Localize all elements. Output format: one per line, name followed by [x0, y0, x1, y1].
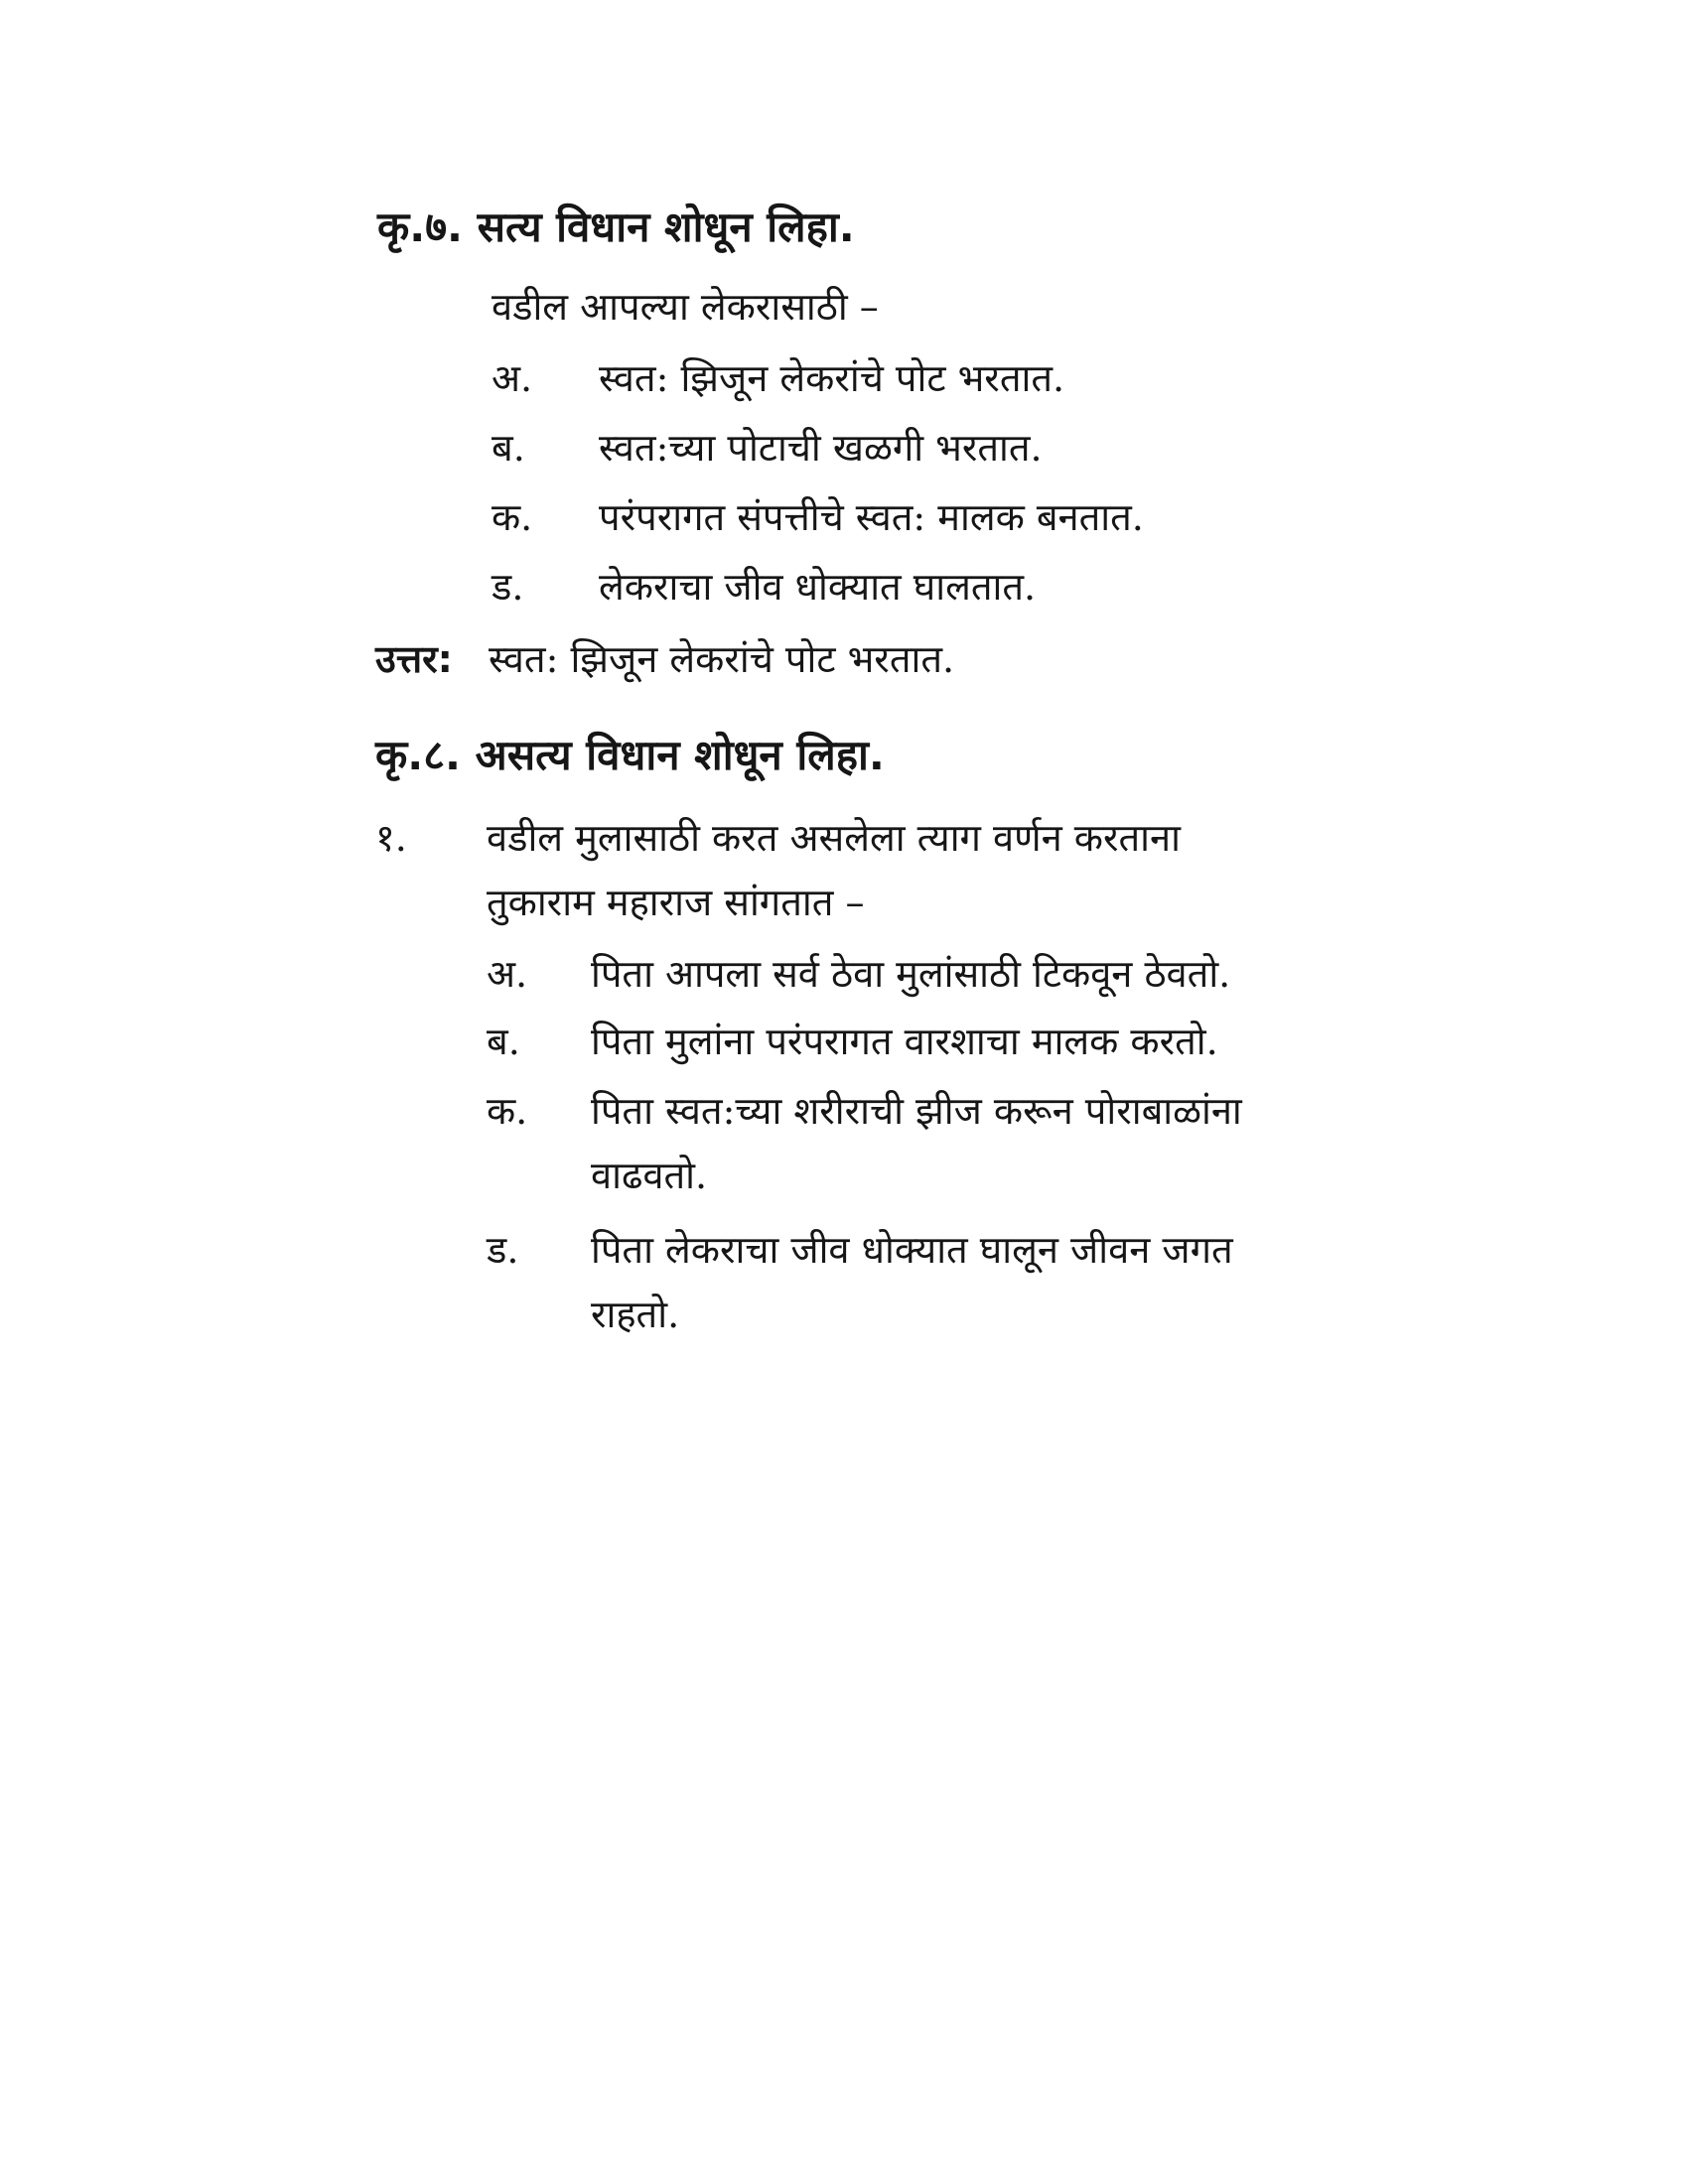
q8-option-b-text: पिता मुलांना परंपरागत वारशाचा मालक करतो. [591, 1020, 1218, 1063]
q8-option-d-text-line1: पिता लेकराचा जीव धोक्यात घालून जीवन जगत [591, 1228, 1233, 1272]
q7-answer-text: स्वत: झिजून लेकरांचे पोट भरतात. [489, 637, 955, 681]
q8-option-c-label: क. [487, 1089, 528, 1133]
q8-item-number: १. [375, 816, 407, 860]
q7-option-d-label: ड. [492, 565, 524, 609]
q8-option-c-text-line1: पिता स्वत:च्या शरीराची झीज करून पोराबाळांना [591, 1089, 1242, 1133]
q8-prompt-line2: तुकाराम महाराज सांगतात – [487, 881, 865, 924]
q7-option-a-text: स्वत: झिजून लेकरांचे पोट भरतात. [599, 356, 1065, 400]
q7-prompt: वडील आपल्या लेकरासाठी – [492, 285, 879, 329]
q7-option-a-label: अ. [492, 356, 533, 400]
q7-answer-label: उत्तर: [375, 637, 453, 681]
q8-option-a-label: अ. [487, 952, 528, 996]
q8-prompt-line1: वडील मुलासाठी करत असलेला त्याग वर्णन करताना [487, 816, 1181, 860]
q7-option-c-text: परंपरागत संपत्तीचे स्वत: मालक बनतात. [599, 495, 1144, 539]
q8-option-b-label: ब. [487, 1020, 520, 1063]
q7-option-b-label: ब. [492, 426, 525, 470]
q7-option-c-label: क. [492, 495, 533, 539]
q8-option-a-text: पिता आपला सर्व ठेवा मुलांसाठी टिकवून ठेवतो. [591, 952, 1231, 996]
q8-option-d-label: ड. [487, 1228, 519, 1272]
q8-option-d-text-line2: राहतो. [591, 1293, 680, 1336]
q7-option-b-text: स्वत:च्या पोटाची खळगी भरतात. [599, 426, 1043, 470]
q8-option-c-text-line2: वाढवतो. [591, 1154, 708, 1197]
q8-title: कृ.८. असत्य विधान शोधून लिहा. [375, 731, 885, 779]
q7-option-d-text: लेकराचा जीव धोक्यात घालतात. [599, 565, 1037, 609]
q7-title: कृ.७. सत्य विधान शोधून लिहा. [377, 203, 855, 251]
